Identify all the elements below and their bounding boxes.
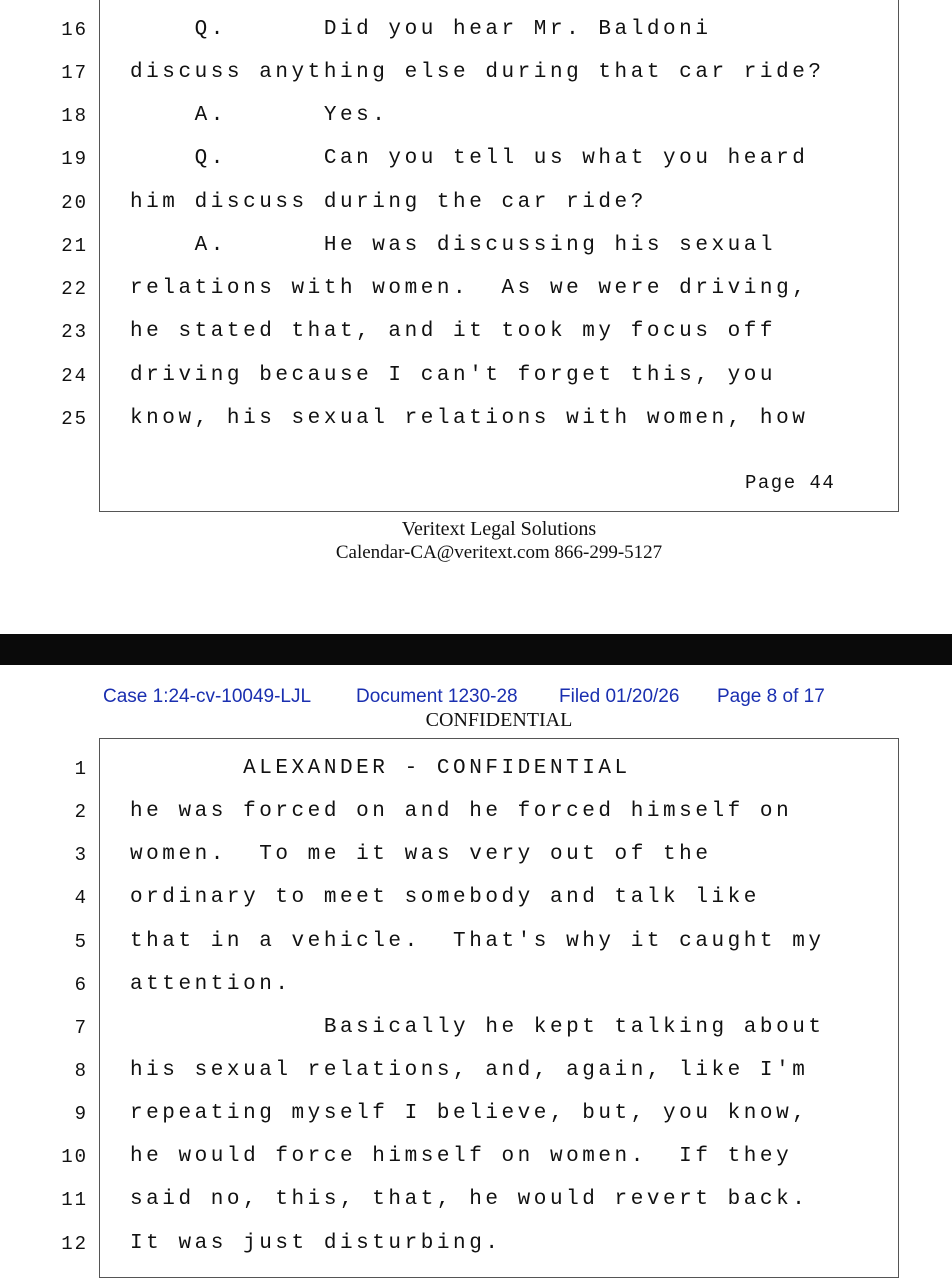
footer-company: Veritext Legal Solutions bbox=[401, 518, 597, 540]
transcript-line: relations with women. As we were driving, bbox=[130, 277, 809, 300]
line-number: 10 bbox=[61, 1146, 88, 1168]
line-number: 5 bbox=[74, 931, 88, 953]
line-number: 9 bbox=[74, 1103, 88, 1125]
line-number: 3 bbox=[74, 844, 88, 866]
transcript-line: discuss anything else during that car ride? bbox=[130, 61, 825, 84]
transcript-line: said no, this, that, he would revert back. bbox=[130, 1188, 809, 1211]
confidential-label: CONFIDENTIAL bbox=[425, 709, 573, 731]
line-number: 1 bbox=[74, 758, 88, 780]
filed-date: Filed 01/20/26 bbox=[559, 686, 680, 707]
transcript-line: driving because I can't forget this, you bbox=[130, 364, 777, 387]
line-number: 17 bbox=[61, 62, 88, 84]
transcript-line: Q. Can you tell us what you heard bbox=[130, 147, 809, 170]
transcript-line: It was just disturbing. bbox=[130, 1232, 502, 1255]
line-number: 12 bbox=[61, 1233, 88, 1255]
page-number: Page 44 bbox=[745, 472, 836, 494]
line-number: 4 bbox=[74, 887, 88, 909]
line-number: 18 bbox=[61, 105, 88, 127]
transcript-line: A. He was discussing his sexual bbox=[130, 234, 777, 257]
case-number: Case 1:24-cv-10049-LJL bbox=[103, 686, 312, 707]
transcript-line: Q. Did you hear Mr. Baldoni bbox=[130, 18, 712, 41]
line-number: 6 bbox=[74, 974, 88, 996]
document-number: Document 1230-28 bbox=[356, 686, 518, 707]
transcript-line: ALEXANDER - CONFIDENTIAL bbox=[130, 757, 631, 780]
page-of-total: Page 8 of 17 bbox=[717, 686, 825, 707]
line-number: 2 bbox=[74, 801, 88, 823]
line-number: 19 bbox=[61, 148, 88, 170]
transcript-line: know, his sexual relations with women, how bbox=[130, 407, 809, 430]
transcript-line: A. Yes. bbox=[130, 104, 389, 127]
line-number: 23 bbox=[61, 321, 88, 343]
line-number: 8 bbox=[74, 1060, 88, 1082]
line-number: 21 bbox=[61, 235, 88, 257]
transcript-line: he stated that, and it took my focus off bbox=[130, 320, 777, 343]
line-number: 24 bbox=[61, 365, 88, 387]
transcript-line: he would force himself on women. If they bbox=[130, 1145, 793, 1168]
line-number: 11 bbox=[61, 1189, 88, 1211]
page-divider-bar bbox=[0, 634, 952, 665]
transcript-line: his sexual relations, and, again, like I'm bbox=[130, 1059, 809, 1082]
transcript-line: him discuss during the car ride? bbox=[130, 191, 647, 214]
line-number: 25 bbox=[61, 408, 88, 430]
line-number: 22 bbox=[61, 278, 88, 300]
transcript-line: that in a vehicle. That's why it caught my bbox=[130, 930, 825, 953]
transcript-line: Basically he kept talking about bbox=[130, 1016, 825, 1039]
line-number: 20 bbox=[61, 192, 88, 214]
transcript-line: repeating myself I believe, but, you know, bbox=[130, 1102, 809, 1125]
transcript-line: attention. bbox=[130, 973, 292, 996]
transcript-line: he was forced on and he forced himself on bbox=[130, 800, 793, 823]
transcript-line: women. To me it was very out of the bbox=[130, 843, 712, 866]
footer-contact: Calendar-CA@veritext.com 866-299-5127 bbox=[335, 542, 663, 563]
line-number: 7 bbox=[74, 1017, 88, 1039]
line-number: 16 bbox=[61, 19, 88, 41]
transcript-line: ordinary to meet somebody and talk like bbox=[130, 886, 760, 909]
